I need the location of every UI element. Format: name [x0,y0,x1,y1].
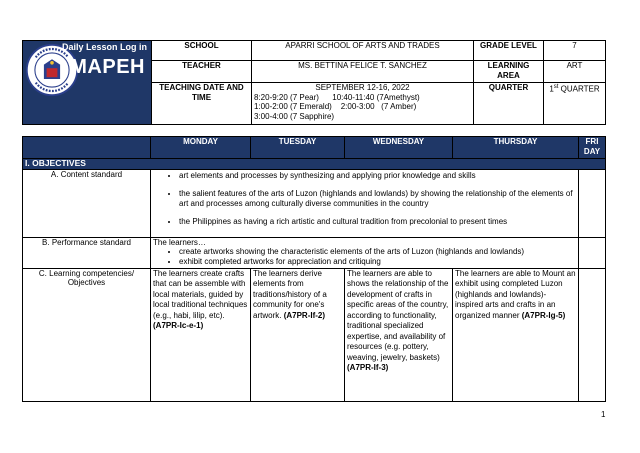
day-thursday: THURSDAY [453,137,579,159]
monday-competency [151,268,251,401]
quarter-number: 1 [549,84,554,94]
schedule-line: 3:00-4:00 (7 Sapphire) [254,111,335,121]
performance-standard-cell [151,237,579,268]
day-tuesday: TUESDAY [251,137,345,159]
wednesday-competency [345,268,453,401]
friday-cell [579,268,606,401]
competency-code: (A7PR-Ic-e-1) [153,321,204,330]
list-item: • exhibit completed artworks for appreciation and critiquing [179,257,576,267]
quarter-label: QUARTER [474,83,544,125]
performance-standard-row [23,237,606,268]
subject-title: MAPEH [70,56,145,78]
competencies-label: C. Learning competencies/ Objectives [23,268,151,401]
performance-standard-label: B. Performance standard [23,237,151,268]
learning-area-label: LEARNING AREA [474,61,544,83]
competencies-row [23,268,606,401]
school-value: APARRI SCHOOL OF ARTS AND TRADES [252,41,474,61]
quarter-suffix: st [553,84,559,90]
schedule-line: 1:00-2:00 (7 Emerald) 2:00-3:00 (7 Amber) [254,102,417,111]
teaching-date-value: SEPTEMBER 12-16, 2022 [315,83,410,92]
day-header-row [23,137,606,159]
list-item: • create artworks showing the characteristic elements of the arts of Luzon (highlands and lowlands) [179,247,576,257]
friday-cell [579,169,606,237]
teacher-value: MS. BETTINA FELICE T. SANCHEZ [252,61,474,83]
day-friday: FRI DAY [579,137,606,159]
friday-cell [579,237,606,268]
competency-code: (A7PR-If-2) [283,310,326,320]
tuesday-competency [251,268,345,401]
grade-level-label: GRADE LEVEL [474,41,544,61]
thursday-competency [453,268,579,401]
list-item: • the Philippines as having a rich artistic and cultural tradition from precolonial to present times [179,217,576,227]
competency-text: The learners are able to Mount an exhibit using completed Luzon (highlands and lowlands)- inspired arts and crafts in an organized manner [455,268,576,320]
quarter-value [544,83,606,125]
header-logo-cell [23,41,152,125]
learning-area-value: ART [544,61,606,83]
day-monday: MONDAY [151,137,251,159]
grade-level-value: 7 [544,41,606,61]
schedule-line: 8:20-9:20 (7 Pear) 10:40-11:40 (7Amethyst) [254,92,420,102]
content-standard-row [23,169,606,237]
teacher-label: TEACHER [152,61,252,83]
competency-code: (A7PR-If-3) [347,363,389,372]
teaching-date-label: TEACHING DATE AND TIME [152,83,252,125]
section-row [23,159,606,170]
competency-text: The learners derive elements from traditions/history of a community for one's artwork. [253,268,327,320]
quarter-text: QUARTER [558,84,600,94]
list-item: • art elements and processes by synthesizing and applying prior knowledge and skills [179,171,576,181]
page-number: 1 [601,410,606,419]
competency-code: (A7PR-Ig-5) [521,310,566,320]
competency-text: The learners create crafts that can be assemble with local materials, guided by local traditional techniques (e.g., habi, lilip, etc). [153,268,248,320]
header-table [22,40,606,125]
daily-lesson-log-label: Daily Lesson Log in [61,42,147,52]
list-item: • the salient features of the arts of Luzon (highlands and lowlands) by showing the relationship of the elements of art and processes among culturally diverse communities in the country [179,189,576,208]
content-standard-list [153,171,576,227]
performance-intro: The learners… [153,237,206,247]
teaching-date-cell [252,83,474,125]
competency-text: The learners are able to shows the relationship of the development of crafts in specific areas of the country, according to functionality, traditional specialized expertise, and availability of resources (e.g. pottery, weaving, jewelry, baskets) [347,268,449,362]
performance-list [153,247,576,266]
school-label: SCHOOL [152,41,252,61]
objectives-table [22,136,606,402]
content-standard-label: A. Content standard [23,169,151,237]
content-standard-cell [151,169,579,237]
objectives-section-title: I. OBJECTIVES [23,159,606,170]
day-header-blank [23,137,151,159]
day-wednesday: WEDNESDAY [345,137,453,159]
